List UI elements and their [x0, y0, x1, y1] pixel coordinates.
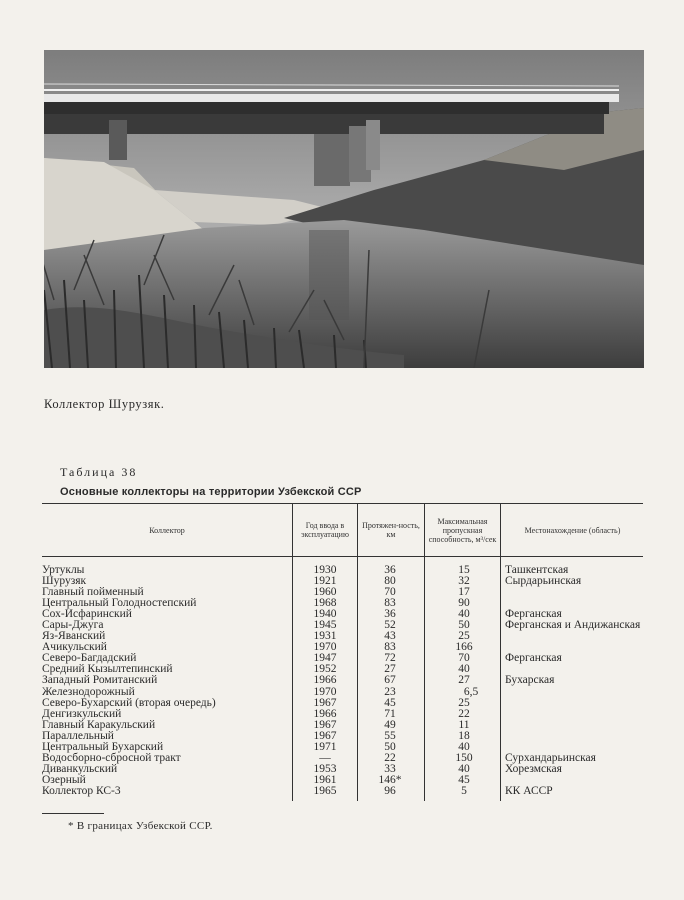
table-header-rule: [42, 556, 643, 557]
length-cell: 70: [384, 586, 396, 599]
region-cell: Ферганская: [505, 652, 562, 665]
capacity-cell: 5: [461, 784, 467, 797]
length-cell: 36: [384, 608, 396, 621]
column-divider: [424, 503, 425, 801]
header-region: Местонахождение (область): [524, 525, 621, 535]
length-cell: 146*: [378, 773, 402, 786]
capacity-cell: 40: [458, 762, 470, 775]
length-cell: 83: [384, 641, 396, 654]
year-cell: 1966: [313, 707, 337, 720]
year-cell: 1967: [313, 718, 337, 731]
capacity-cell: 18: [458, 729, 470, 742]
collector-name: Озерный: [42, 773, 86, 786]
footnote-rule: [42, 813, 104, 814]
header-year: Год ввода в эксплуатацию: [301, 521, 349, 539]
collector-name: Средний Кызылтепинский: [42, 663, 173, 676]
length-cell: 33: [384, 762, 396, 775]
region-cell: Сурхандарьинская: [505, 751, 596, 764]
collector-name: Коллектор КС-3: [42, 784, 121, 797]
year-cell: 1966: [313, 674, 337, 687]
capacity-cell: 25: [458, 696, 470, 709]
year-cell: 1953: [313, 762, 337, 775]
region-cell: Ташкентская: [505, 564, 569, 576]
collector-name: Центральный Бухарский: [42, 740, 164, 753]
region-cell: [505, 698, 655, 709]
collector-name: Главный пойменный: [42, 586, 144, 599]
length-cell: 50: [384, 740, 396, 753]
length-cell: 27: [384, 663, 396, 676]
collector-name: Уртуклы: [42, 564, 85, 576]
collector-name: Денгизкульский: [42, 707, 122, 720]
year-column: [295, 565, 355, 797]
capacity-cell: 150: [455, 751, 473, 764]
collector-name: Параллельный: [42, 729, 114, 742]
capacity-cell: 11: [458, 718, 470, 731]
region-cell: Хорезмская: [505, 762, 562, 775]
region-cell: КК АССР: [505, 784, 553, 797]
capacity-cell: 27: [458, 674, 470, 687]
photo-caption: Коллектор Шурузяк.: [44, 397, 165, 411]
bridge-photo-illustration: [44, 50, 644, 368]
year-cell: 1970: [313, 685, 337, 698]
column-divider: [292, 503, 293, 801]
bridge-photo: [44, 50, 644, 368]
table-title: Основные коллекторы на территории Узбекской ССР: [60, 486, 362, 498]
header-length: Протяжен-ность, км: [362, 521, 420, 539]
year-cell: 1930: [313, 564, 337, 576]
collector-name: Диванкульский: [42, 762, 118, 775]
length-cell: 43: [384, 630, 396, 643]
header-collector: Коллектор: [149, 525, 185, 535]
year-cell: 1967: [313, 696, 337, 709]
year-cell: 1947: [313, 652, 337, 665]
length-cell: 71: [384, 707, 396, 720]
collector-name: Ачикульский: [42, 641, 107, 654]
region-cell: [505, 631, 655, 642]
year-cell: 1945: [313, 619, 337, 632]
length-cell: 80: [384, 575, 396, 588]
collector-name: Железнодорожный: [42, 685, 135, 698]
length-cell: 45: [384, 696, 396, 709]
region-cell: [505, 709, 655, 720]
collector-name-column: [42, 565, 292, 797]
region-cell: Бухарская: [505, 674, 555, 687]
region-cell: Сырдарьинская: [505, 575, 582, 588]
table-top-rule: [42, 503, 643, 504]
year-cell: 1967: [313, 729, 337, 742]
region-cell: [505, 587, 655, 598]
year-cell: 1960: [313, 586, 337, 599]
header-capacity: Максимальная пропускная способность, м³/сек: [428, 516, 497, 544]
capacity-cell: 40: [458, 740, 470, 753]
year-cell: 1971: [313, 740, 337, 753]
year-cell: 1940: [313, 608, 337, 621]
year-cell: 1965: [313, 784, 337, 797]
length-cell: 49: [384, 718, 396, 731]
collector-name: Сох-Исфаринский: [42, 608, 132, 621]
collector-name: Западный Ромитанский: [42, 674, 158, 687]
year-cell: 1961: [313, 773, 337, 786]
capacity-cell: 40: [458, 608, 470, 621]
region-cell: Ферганская: [505, 608, 562, 621]
footnote: * В границах Узбекской ССР.: [68, 820, 213, 832]
capacity-cell: 32: [458, 575, 470, 588]
year-cell: —: [319, 751, 331, 764]
capacity-cell: 70: [458, 652, 470, 665]
collector-name: Северо-Багдадский: [42, 652, 137, 665]
collector-name: Шурузяк: [42, 575, 87, 588]
table-number: Таблица 38: [60, 465, 138, 479]
length-cell: 67: [384, 674, 396, 687]
length-cell: 55: [384, 729, 396, 742]
collector-name: Центральный Голодностепский: [42, 597, 197, 610]
capacity-cell: 6,5: [463, 685, 479, 698]
capacity-cell: 22: [458, 707, 470, 720]
capacity-cell: 90: [458, 597, 470, 610]
region-cell: Ферганская и Андижанская: [505, 619, 641, 632]
capacity-cell: 25: [458, 630, 470, 643]
collector-name: Северо-Бухарский (вторая очередь): [42, 696, 216, 709]
collector-name: Водосборно-сбросной тракт: [42, 751, 181, 764]
collector-name: Сары-Джуга: [42, 619, 104, 632]
length-cell: 36: [384, 564, 396, 576]
year-cell: 1931: [313, 630, 337, 643]
capacity-cell: 15: [458, 564, 470, 576]
region-cell: [505, 720, 655, 731]
region-cell: [505, 687, 655, 698]
capacity-cell: 40: [458, 663, 470, 676]
year-cell: 1921: [313, 575, 337, 588]
length-cell: 96: [384, 784, 396, 797]
year-cell: 1952: [313, 663, 337, 676]
capacity-cell: 50: [458, 619, 470, 632]
length-cell: 72: [384, 652, 396, 665]
length-cell: 23: [384, 685, 396, 698]
length-cell: 52: [384, 619, 396, 632]
collector-name: Яз-Яванский: [42, 630, 106, 643]
capacity-cell: 166: [455, 641, 473, 654]
length-cell: 83: [384, 597, 396, 610]
collector-name: Главный Каракульский: [42, 718, 156, 731]
capacity-cell: 17: [458, 586, 470, 599]
length-column: [358, 565, 422, 797]
capacity-cell: 45: [458, 773, 470, 786]
length-cell: 22: [384, 751, 396, 764]
capacity-column: [426, 565, 502, 797]
region-column: [505, 565, 655, 797]
region-cell: [505, 731, 655, 742]
year-cell: 1968: [313, 597, 337, 610]
year-cell: 1970: [313, 641, 337, 654]
